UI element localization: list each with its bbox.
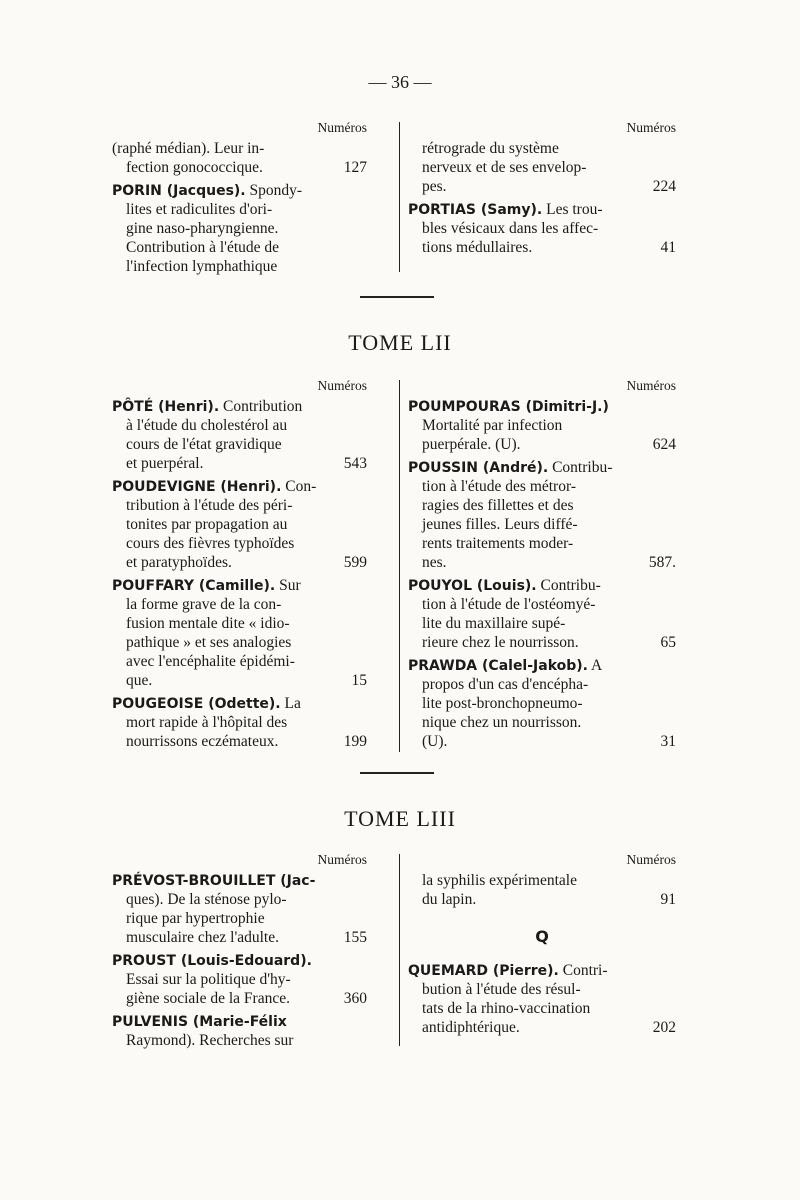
entry-text: A	[588, 657, 603, 674]
entry-text: Contribution	[219, 398, 303, 415]
entry-text: Contribu-	[536, 577, 601, 594]
entry-text: avec l'encéphalite épidémi-	[126, 653, 295, 670]
entry-text: Raymond). Recherches sur	[126, 1032, 294, 1049]
column-divider	[399, 854, 400, 1046]
index-entry	[112, 951, 367, 1008]
numeros-label: Numéros	[317, 852, 367, 867]
entry-text: tions médullaires.	[422, 239, 533, 256]
author-name: PÔTÉ (Henri).	[112, 399, 220, 415]
tome-heading: TOME LII	[348, 330, 452, 355]
entry-text: et paratyphoïdes.	[126, 554, 232, 571]
entry-number: 41	[660, 239, 676, 256]
entry-text: gine naso-pharyngienne.	[126, 220, 279, 237]
tome-liii-section	[112, 850, 688, 1050]
entry-text: ragies des fillettes et des	[422, 497, 574, 514]
entry-number: 65	[660, 634, 676, 651]
entry-text: cours de l'état gravidique	[126, 436, 282, 453]
entry-number: 31	[660, 733, 676, 750]
author-name: POUSSIN (André).	[408, 460, 549, 476]
entry-text: la syphilis expérimentale	[422, 872, 577, 889]
numeros-label: Numéros	[626, 120, 676, 135]
author-name: POUFFARY (Camille).	[112, 578, 276, 594]
entry-text: antidiphtérique.	[422, 1019, 520, 1036]
entry-text: bution à l'étude des résul-	[422, 981, 581, 998]
numeros-label: Numéros	[317, 378, 367, 393]
entry-text: rieure chez le nourrisson.	[422, 634, 579, 651]
index-entry	[112, 397, 367, 473]
entry-text: Mortalité par infection	[422, 417, 563, 434]
entry-text: ques). De la sténose pylo-	[126, 891, 287, 908]
numeros-label: Numéros	[317, 120, 367, 135]
entry-text: tonites par propagation au	[126, 516, 288, 533]
tome-lii-left-column	[112, 376, 367, 755]
entry-number: 202	[652, 1019, 676, 1036]
entry-number: 127	[343, 159, 367, 176]
entry-text: Sur	[275, 577, 301, 594]
entry-text: rique par hypertrophie	[126, 910, 265, 927]
entry-text: l'infection lymphathique	[126, 258, 278, 275]
entry-text: tion à l'étude des métror-	[422, 478, 576, 495]
index-entry	[408, 200, 676, 257]
entry-text: giène sociale de la France.	[126, 990, 290, 1007]
top-left-column	[112, 118, 367, 280]
entry-number: 199	[343, 733, 367, 750]
section-rule	[360, 772, 434, 774]
entry-text: nique chez un nourrisson.	[422, 714, 582, 731]
entry-number: 543	[343, 455, 367, 472]
entry-number: 15	[351, 672, 367, 689]
entry-text: Spondy-	[245, 182, 303, 199]
entry-text: Essai sur la politique d'hy-	[126, 971, 291, 988]
author-name: PORTIAS (Samy).	[408, 202, 543, 218]
column-divider	[399, 122, 400, 272]
entry-text: Contribu-	[548, 459, 613, 476]
author-name: PRAWDA (Calel-Jakob).	[408, 658, 588, 674]
entry-text: Contribution à l'étude de	[126, 239, 280, 256]
entry-text: Contri-	[558, 962, 608, 979]
entry-number: 360	[343, 990, 367, 1007]
index-entry	[408, 961, 676, 1037]
author-name: POUGEOISE (Odette).	[112, 696, 281, 712]
author-name: POUDEVIGNE (Henri).	[112, 479, 282, 495]
entry-text: tion à l'étude de l'ostéomyé-	[422, 596, 596, 613]
entry-text: fection gonococcique.	[126, 159, 263, 176]
entry-text: lite post-bronchopneumo-	[422, 695, 583, 712]
index-entry	[408, 576, 676, 652]
entry-text: jeunes filles. Leurs diffé-	[422, 516, 578, 533]
entry-number: 599	[343, 554, 367, 571]
author-name: PROUST (Louis-Edouard).	[112, 953, 312, 969]
entry-text: (raphé médian). Leur in-	[112, 140, 265, 157]
entry-number: 587.	[648, 554, 676, 571]
index-entry	[112, 477, 367, 572]
entry-text: pathique » et ses analogies	[126, 634, 292, 651]
entry-text: La	[280, 695, 301, 712]
author-name: POUMPOURAS (Dimitri-J.)	[408, 399, 609, 415]
index-entry	[408, 656, 676, 751]
author-name: POUYOL (Louis).	[408, 578, 537, 594]
entry-text: à l'étude du cholestérol au	[126, 417, 288, 434]
tome-lii-section	[112, 376, 688, 756]
entry-text: (U).	[422, 733, 448, 750]
author-name: PULVENIS (Marie-Félix	[112, 1014, 287, 1030]
entry-text: nerveux et de ses envelop-	[422, 159, 587, 176]
author-name: PRÉVOST-BROUILLET (Jac-	[112, 873, 316, 889]
numeros-label: Numéros	[626, 378, 676, 393]
entry-text: Con-	[281, 478, 317, 495]
entry-text: que.	[126, 672, 153, 689]
entry-text: rétrograde du système	[422, 140, 559, 157]
entry-text: la forme grave de la con-	[126, 596, 282, 613]
entry-text: Les trou-	[542, 201, 603, 218]
author-name: PORIN (Jacques).	[112, 183, 246, 199]
entry-text: lite du maxillaire supé-	[422, 615, 566, 632]
index-entry	[112, 181, 367, 276]
entry-text: rents traitements moder-	[422, 535, 574, 552]
tome-liii-left-column	[112, 850, 367, 1054]
tome-liii-right-column	[408, 850, 676, 1041]
entry-text: du lapin.	[422, 891, 477, 908]
entry-text: et puerpéral.	[126, 455, 204, 472]
column-divider	[399, 380, 400, 752]
top-right-column	[408, 118, 676, 261]
section-letter: Q	[535, 927, 549, 946]
entry-number: 155	[343, 929, 367, 946]
entry-text: cours des fièvres typhoïdes	[126, 535, 295, 552]
author-name: QUEMARD (Pierre).	[408, 963, 559, 979]
section-rule	[360, 296, 434, 298]
entry-number: 224	[652, 178, 676, 195]
entry-text: tats de la rhino-vaccination	[422, 1000, 591, 1017]
entry-number: 624	[652, 436, 676, 453]
entry-text: musculaire chez l'adulte.	[126, 929, 279, 946]
entry-text: fusion mentale dite « idio-	[126, 615, 290, 632]
entry-text: mort rapide à l'hôpital des	[126, 714, 288, 731]
index-entry	[408, 458, 676, 572]
top-section	[112, 118, 688, 278]
index-entry	[112, 694, 367, 751]
index-entry	[408, 871, 676, 909]
index-entry	[408, 397, 676, 454]
tome-lii-right-column	[408, 376, 676, 755]
index-entry	[112, 1012, 367, 1050]
numeros-label: Numéros	[626, 852, 676, 867]
index-entry	[112, 576, 367, 690]
tome-heading: TOME LIII	[344, 806, 456, 831]
entry-text: propos d'un cas d'encépha-	[422, 676, 589, 693]
index-entry	[112, 139, 367, 177]
entry-number: 91	[660, 891, 676, 908]
entry-text: puerpérale. (U).	[422, 436, 521, 453]
entry-text: nourrissons eczémateux.	[126, 733, 279, 750]
entry-text: pes.	[422, 178, 447, 195]
entry-text: tribution à l'étude des péri-	[126, 497, 293, 514]
page-number: — 36 —	[368, 72, 432, 92]
index-entry	[408, 139, 676, 196]
index-entry	[112, 871, 367, 947]
entry-text: lites et radiculites d'ori-	[126, 201, 273, 218]
entry-text: bles vésicaux dans les affec-	[422, 220, 599, 237]
entry-text: nes.	[422, 554, 447, 571]
